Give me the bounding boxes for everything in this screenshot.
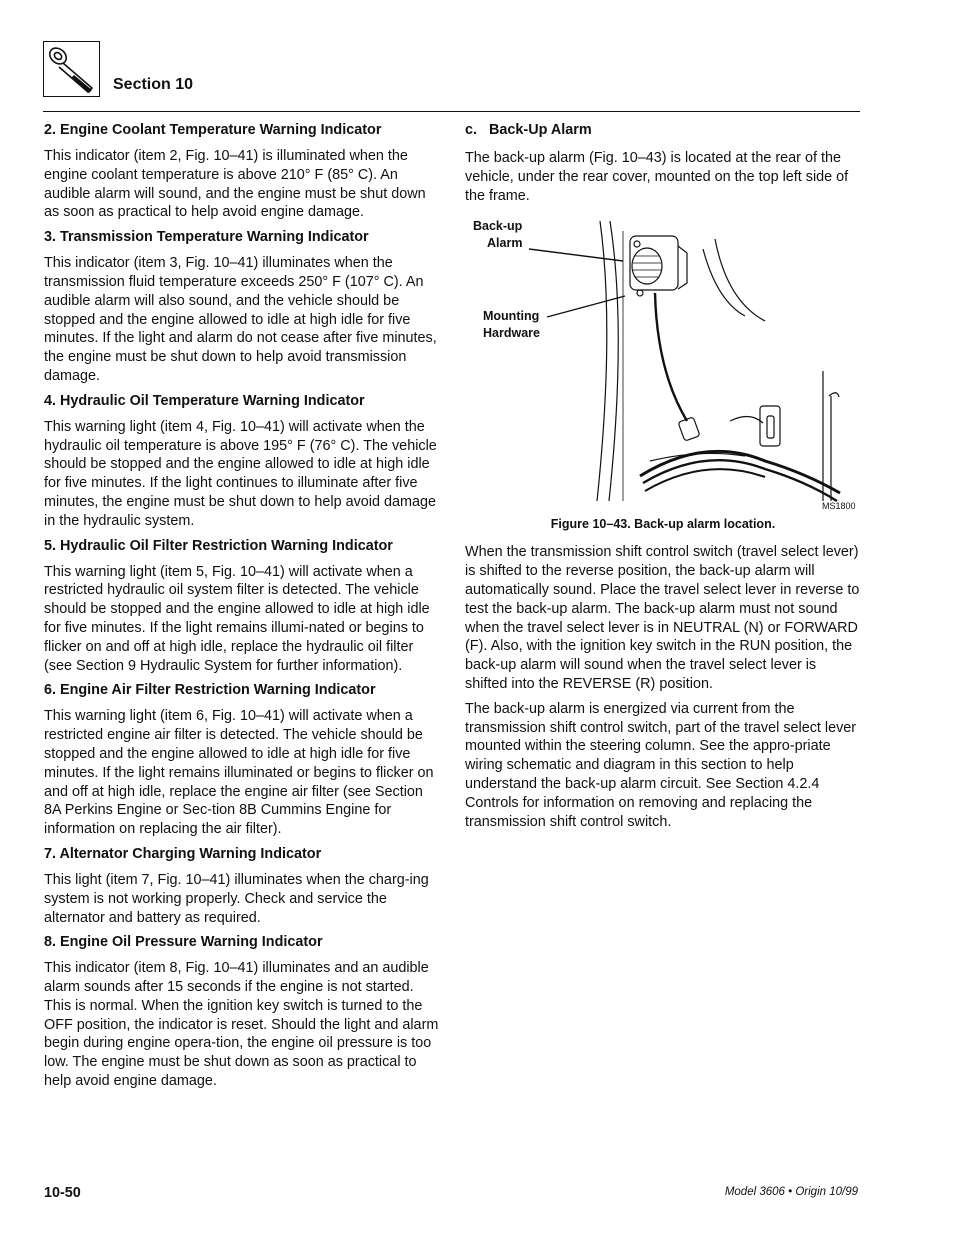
header-divider (43, 111, 860, 112)
section-paragraph: This indicator (item 8, Fig. 10–41) illuminates and an audible alarm sounds after 15 seconds if the engine is not started. This is normal. When the ignition key switch is turned to the OFF position, the indicator is reset. Should the light and alarm begin during engine opera-tion, the engine oil pressure is too low. The engine must be shut down as soon as practical to help avoid engine damage. (44, 960, 439, 1090)
backup-alarm-paragraph: When the transmission shift control switch (travel select lever) is shifted to the reverse position, the back-up alarm will automatically sound. Place the travel select lever in reverse to test the back-up alarm. The back-up alarm must not sound when the travel select lever is in NEUTRAL (N) or FORWARD (F). Also, with the ignition key switch in the RUN position, the back-up alarm will sound when the travel select lever is shifted into the REVERSE (R) position. (465, 544, 860, 692)
section-heading: 3. Transmission Temperature Warning Indicator (44, 229, 369, 246)
backup-alarm-intro: The back-up alarm (Fig. 10–43) is located at the rear of the vehicle, under the rear cover, mounted on the top left side of the frame. (465, 150, 849, 204)
label-backup: Back-up (473, 219, 523, 234)
section-heading: 4. Hydraulic Oil Temperature Warning Indicator (44, 392, 365, 409)
page-number: 10-50 (44, 1185, 81, 1201)
section-heading: 8. Engine Oil Pressure Warning Indicator (44, 934, 323, 951)
backup-alarm-illustration (465, 211, 861, 511)
section-paragraph: This indicator (item 2, Fig. 10–41) is illuminated when the engine coolant temperature is above 210° F (85° C). An audible alarm will sound, and the engine must be shut down as soon as practical to help avoid engine damage. (44, 148, 426, 221)
backup-alarm-paragraph: The back-up alarm is energized via current from the transmission shift control switch, part of the travel select lever mounted within the steering column. See the appro-priate wiring schematic and diagram in this section to help understand the back-up alarm circuit. See Section 4.2.4 Controls for information on removing and replacing the transmission shift control switch. (465, 700, 857, 830)
label-hardware: Hardware (483, 326, 540, 341)
label-alarm: Alarm (487, 236, 523, 251)
section-coolant-temp (44, 121, 440, 222)
section-title: Section 10 (113, 76, 194, 93)
backup-alarm-figure (465, 211, 861, 511)
left-column (44, 121, 440, 1097)
section-paragraph: This indicator (item 3, Fig. 10–41) illuminates when the transmission fluid temperature exceeds 250° F (107° C). An audible alarm will also sound, and the vehicle should be stopped and the engine allowed to idle at high idle for five minutes. If the light and alarm do not cease after five minutes, the engine must be shut down to help avoid transmission damage. (44, 255, 437, 384)
section-transmission-temp (44, 228, 440, 386)
label-mounting: Mounting (483, 309, 540, 324)
section-hydraulic-oil-temp (44, 392, 440, 531)
section-oil-pressure (44, 933, 440, 1091)
backup-alarm-heading: c. Back-Up Alarm (465, 122, 592, 138)
wrench-icon (43, 41, 100, 97)
section-paragraph: This warning light (item 6, Fig. 10–41) will activate when a restricted engine air filter is detected. The vehicle should be stopped and the engine allowed to idle at high idle for five minutes. If the light remains illuminated or begins to flicker on and off at high idle, replace the engine air filter (see Section 8A Perkins Engine or Sec-tion 8B Cummins Engine for information on replacing the air filter). (44, 708, 434, 838)
section-paragraph: This light (item 7, Fig. 10–41) illuminates when the charg-ing system is not working properly. Check and service the alternator and battery as required. (44, 871, 429, 926)
section-heading: 6. Engine Air Filter Restriction Warning Indicator (44, 682, 376, 699)
section-paragraph: This warning light (item 5, Fig. 10–41) will activate when a restricted hydraulic oil system filter is detected. The vehicle should be stopped and the engine allowed to idle at high idle for five minutes. If the light remains illumi-nated or begins to flicker on and off at high idle, replace the hydraulic oil filter (see Section 9 Hydraulic System for further information). (44, 563, 430, 674)
section-heading: 2. Engine Coolant Temperature Warning Indicator (44, 122, 382, 138)
section-air-filter (44, 681, 440, 839)
model-info: Model 3606 • Origin 10/99 (724, 1186, 858, 1198)
section-heading: 7. Alternator Charging Warning Indicator (44, 845, 322, 862)
section-paragraph: This warning light (item 4, Fig. 10–41) will activate when the hydraulic oil temperature is above 195° F (76° C). The vehicle should be stopped and the engine allowed to idle at high idle for five minutes. If the light continues to illuminate after five minutes, the engine must be shut down to help avoid damage in the hydraulic system. (44, 418, 437, 529)
figure-id: MS1800 (822, 501, 856, 512)
section-alternator (44, 845, 440, 927)
section-heading: 5. Hydraulic Oil Filter Restriction Warning Indicator (44, 537, 393, 554)
figure-caption: Figure 10–43. Back-up alarm location. (550, 517, 776, 532)
right-column (465, 121, 861, 837)
section-hydraulic-filter (44, 537, 440, 676)
